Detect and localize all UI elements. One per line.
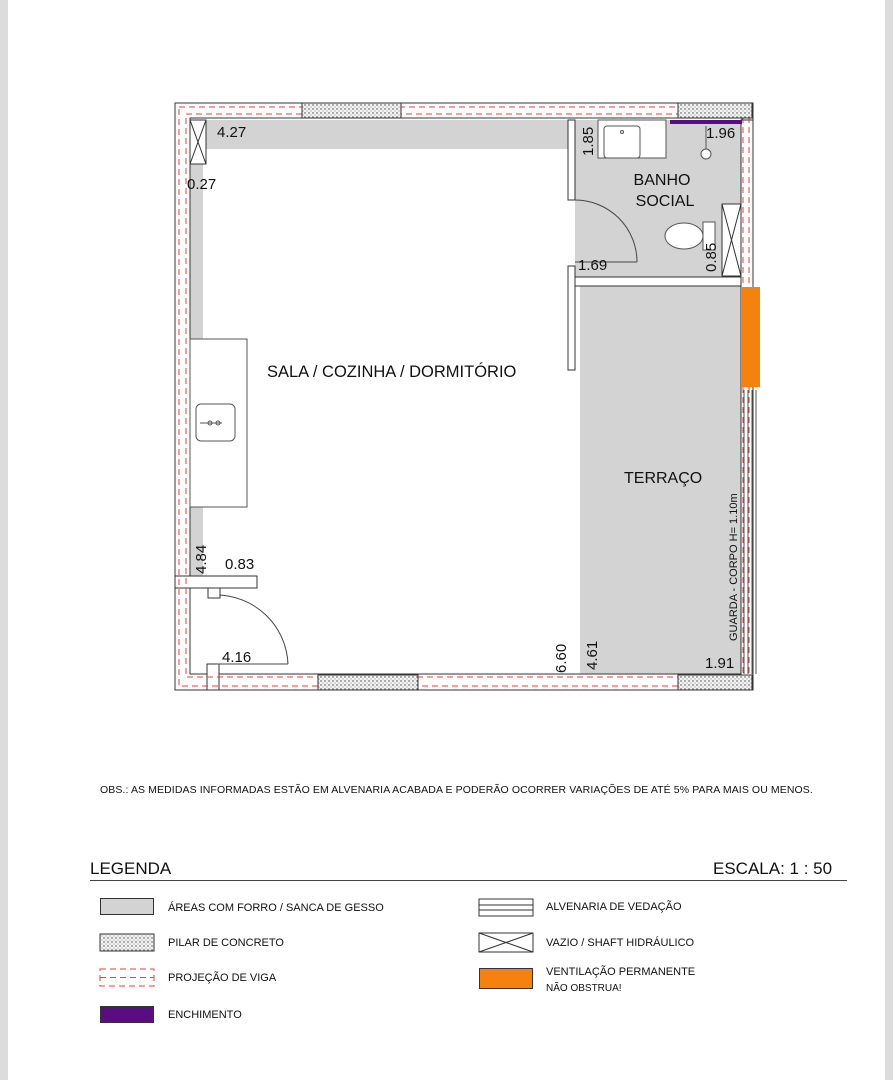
pillar-top-middle (302, 103, 401, 118)
legend-label-pilar: PILAR DE CONCRETO (168, 937, 284, 949)
legend-label-vazio: VAZIO / SHAFT HIDRÁULICO (546, 937, 695, 949)
legend-swatch-enchimento (100, 1006, 154, 1023)
dim-1-85: 1.85 (580, 126, 597, 156)
legend-label-ventilacao-1: VENTILAÇÃO PERMANENTE (546, 966, 696, 978)
legend-label-viga: PROJEÇÃO DE VIGA (168, 972, 277, 984)
legend-swatch-alvenaria (478, 898, 534, 917)
dim-4-27: 4.27 (217, 124, 247, 141)
legend-label-enchimento: ENCHIMENTO (168, 1009, 242, 1021)
legend-label-forro: ÁREAS COM FORRO / SANCA DE GESSO (168, 902, 384, 914)
pillar-top-right (678, 103, 752, 118)
bath-partition-left-upper (568, 120, 575, 200)
dim-0-83: 0.83 (225, 556, 255, 573)
forro-top-band (190, 120, 574, 149)
right-wall (741, 120, 753, 690)
dim-4-61: 4.61 (584, 640, 601, 670)
room-label-sala: SALA / COZINHA / DORMITÓRIO (267, 363, 517, 381)
dim-0-27: 0.27 (187, 176, 217, 193)
room-label-banho-1: BANHO (633, 172, 691, 189)
shower-head (701, 149, 711, 159)
dim-6-60: 6.60 (553, 643, 570, 673)
bath-partition-left-lower (568, 266, 575, 370)
kitchen-counter (190, 339, 247, 507)
dim-1-91: 1.91 (705, 655, 735, 672)
legend-swatch-forro (100, 898, 154, 915)
dim-4-16: 4.16 (222, 649, 252, 666)
guard-rail-label: GUARDA - CORPO H= 1.10m (728, 493, 740, 641)
legend-label-ventilacao-2: NÃO OBSTRUA! (546, 983, 622, 994)
bath-partition-bottom (575, 277, 741, 286)
room-label-terraco: TERRAÇO (624, 470, 703, 487)
legend-title: LEGENDA (90, 859, 172, 878)
dim-4-84: 4.84 (193, 544, 210, 574)
legend-swatch-vazio (478, 932, 534, 953)
legend-label-alvenaria: ALVENARIA DE VEDAÇÃO (546, 901, 682, 913)
ventilation-opening (741, 287, 760, 387)
dim-1-96: 1.96 (706, 125, 736, 142)
room-label-banho-2: SOCIAL (635, 193, 695, 210)
dim-1-69: 1.69 (578, 257, 608, 274)
scale-label: ESCALA: 1 : 50 (713, 859, 833, 878)
enchimento-mark (670, 120, 742, 124)
legend-swatch-ventilacao (479, 968, 533, 989)
legend-swatch-viga (99, 968, 155, 987)
legend-divider (90, 880, 847, 881)
pillar-bottom-middle (318, 675, 418, 690)
toilet-bowl (665, 223, 703, 249)
door-stub-left (175, 576, 257, 588)
pillar-bottom-right (678, 675, 752, 690)
observation-note: OBS.: AS MEDIDAS INFORMADAS ESTÃO EM ALVENARIA ACABADA E PODERÃO OCORRER VARIAÇÕES DE ATÉ 5% PARA MAIS OU MENOS. (100, 784, 813, 796)
dim-0-85: 0.85 (703, 242, 720, 272)
legend-swatch-pilar (99, 933, 155, 952)
